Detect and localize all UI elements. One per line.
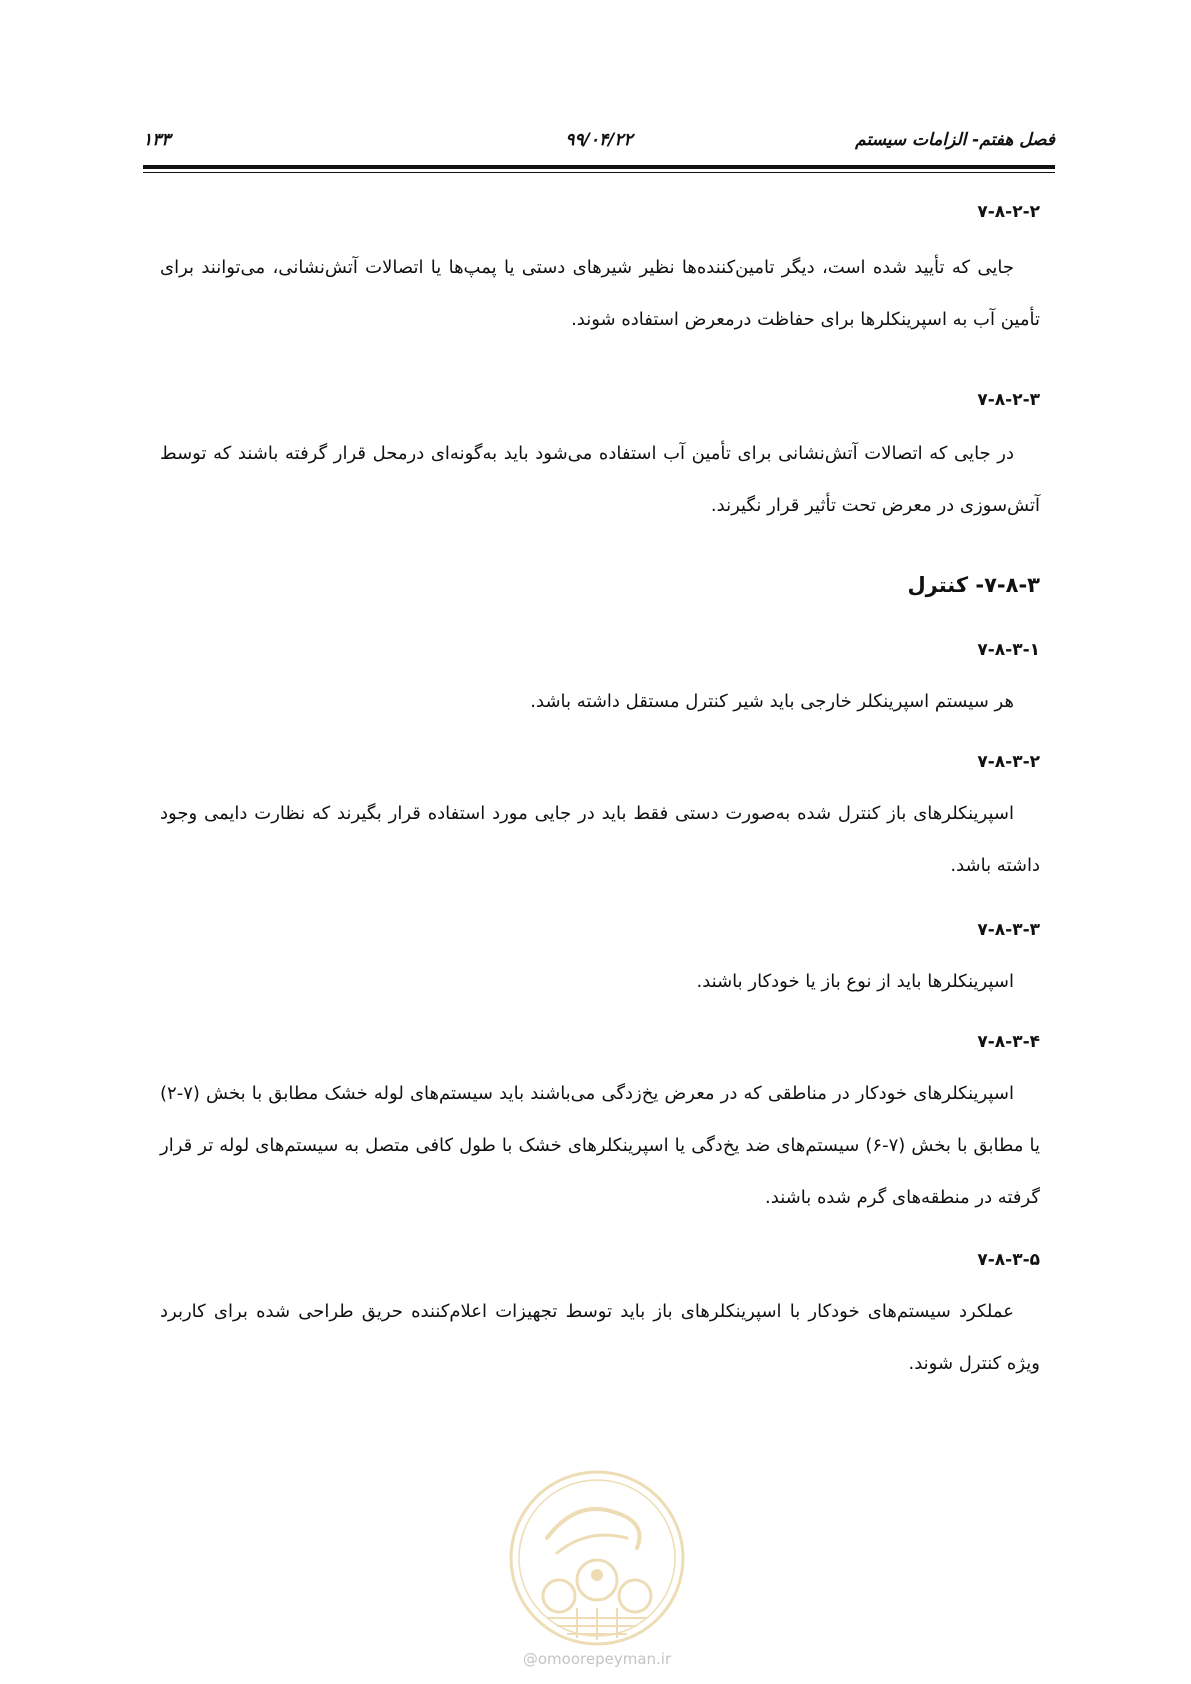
page-number: ۱۳۳ [143, 130, 171, 150]
section-number: ۷-۸-۳-۲ [977, 752, 1040, 772]
header-date: ۹۹/۰۴/۲۲ [565, 130, 633, 150]
page-header [143, 130, 1055, 160]
section-number: ۷-۸-۳-۴ [977, 1032, 1040, 1052]
chapter-title: فصل هفتم- الزامات سیستم [855, 130, 1055, 150]
section-number: ۷-۸-۳-۳ [977, 920, 1040, 940]
paragraph: اسپرینکلرهای خودکار در مناطقی که در معرض یخ‌زدگی می‌باشند باید سیستم‌های لوله خشک مطابق با بخش (۷-۲) یا مطابق با بخش (۷-۶) سیستم‌های ضد یخ‌دگی یا اسپرینکلرهای خشک با طول کافی متصل به سیستم‌های لوله تر قرار گرفته در منطقه‌های گرم شده باشند. [160, 1083, 1040, 1208]
header-rule [143, 165, 1055, 169]
section-heading: ۷-۸-۳- کنترل [907, 573, 1040, 597]
paragraph: هر سیستم اسپرینکلر خارجی باید شیر کنترل مستقل داشته باشد. [530, 691, 1014, 712]
paragraph: اسپرینکلرها باید از نوع باز یا خودکار باشند. [696, 971, 1014, 992]
paragraph: جایی که تأیید شده است، دیگر تامین‌کننده‌ها نظیر شیرهای دستی یا پمپ‌ها یا اتصالات آتش‌نشانی، می‌توانند برای تأمین آب به اسپرینکلرها برای حفاظت درمعرض استفاده شوند. [160, 257, 1040, 330]
section-number: ۷-۸-۳-۱ [977, 640, 1040, 660]
watermark-site: @omoorepeyman.ir [522, 1650, 672, 1668]
section-number: ۷-۸-۳-۵ [977, 1250, 1040, 1270]
paragraph: در جایی که اتصالات آتش‌نشانی برای تأمین آب استفاده می‌شود باید به‌گونه‌ای درمحل قرار گرفته باشند که توسط آتش‌سوزی در معرض تحت تأثیر قرار نگیرند. [160, 443, 1040, 516]
header-rule-thin [143, 172, 1055, 173]
section-number: ۷-۸-۲-۳ [977, 390, 1040, 410]
section-number: ۷-۸-۲-۲ [977, 202, 1040, 222]
paragraph: اسپرینکلرهای باز کنترل شده به‌صورت دستی فقط باید در جایی مورد استفاده قرار بگیرند که نظارت دایمی وجود داشته باشد. [160, 803, 1040, 876]
watermark-logo-icon [507, 1468, 687, 1648]
document-body [160, 200, 1040, 1390]
paragraph: عملکرد سیستم‌های خودکار با اسپرینکلرهای باز باید توسط تجهیزات اعلام‌کننده حریق طراحی شده برای کاربرد ویژه کنترل شوند. [160, 1301, 1040, 1374]
